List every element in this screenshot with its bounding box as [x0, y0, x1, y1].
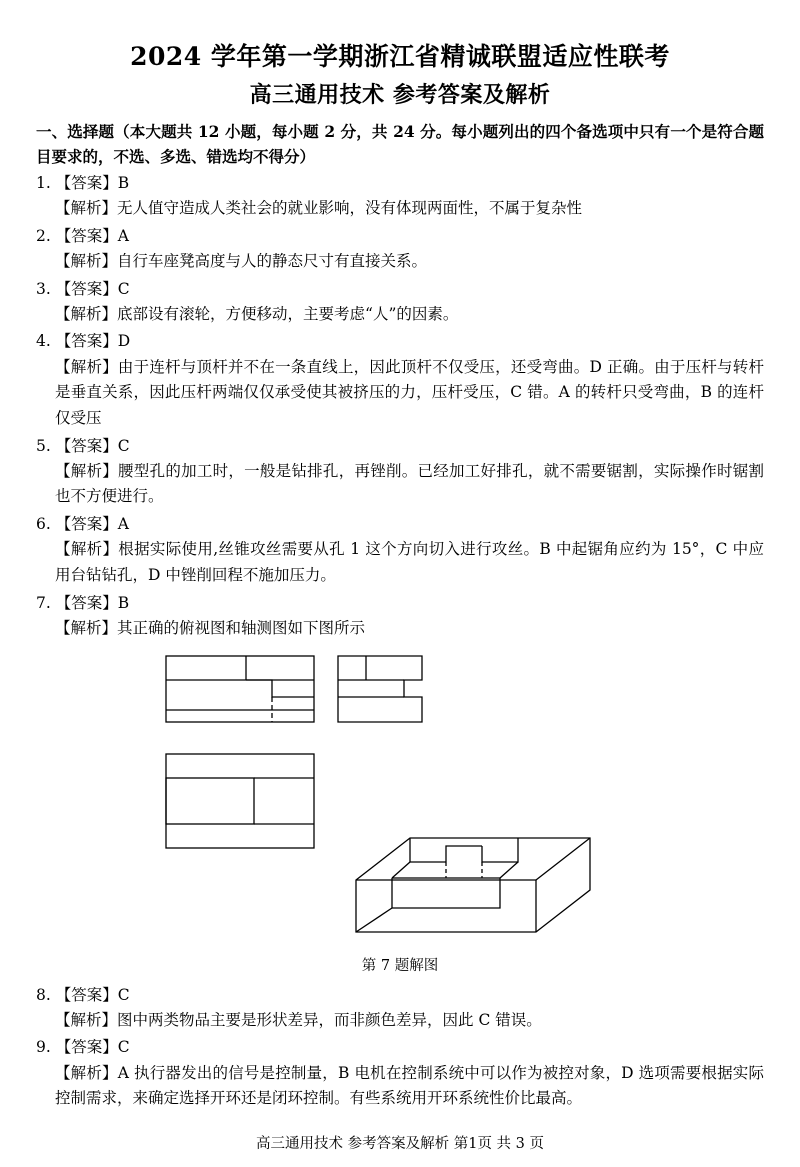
- explanation-text: 图中两类物品主要是形状差异，而非颜色差异，因此 C 错误。: [117, 1010, 542, 1029]
- explanation-row: [36, 537, 764, 588]
- section-heading: 一、选择题（本大题共 12 小题，每小题 2 分，共 24 分。每小题列出的四个备选项中只有一个是符合题目要求的，不选、多选、错选均不得分）: [36, 121, 764, 166]
- question-number: 5.: [36, 436, 51, 455]
- explanation-text: 由于连杆与顶杆并不在一条直线上，因此顶杆不仅受压，还受弯曲。D 正确。由于压杆与转杆是垂直关系，因此压杆两端仅仅承受使其被挤压的力，压杆受压，C 错。A 的转杆只受弯曲，B 的连杆仅受压: [55, 357, 764, 427]
- question-number: 1.: [36, 173, 51, 192]
- answer-row: [36, 983, 764, 1008]
- explanation-row: [36, 459, 764, 510]
- explanation-text: 底部设有滚轮，方便移动，主要考虑“人”的因素。: [117, 304, 459, 323]
- explain-label: 【解析】: [55, 199, 118, 218]
- figure-caption: 第 7 题解图: [361, 957, 439, 974]
- explain-label: 【解析】: [55, 251, 118, 270]
- answer-value: A: [117, 226, 129, 245]
- answer-label: 【答案】: [55, 593, 118, 612]
- answer-value: D: [117, 332, 131, 351]
- question-number: 3.: [36, 279, 51, 298]
- explanation-row: [36, 302, 764, 328]
- answer-value: C: [117, 279, 130, 298]
- explanation-row: [36, 1061, 764, 1112]
- question-number: 2.: [36, 226, 51, 245]
- answer-row: [36, 1035, 764, 1060]
- question-number: 4.: [36, 332, 51, 351]
- question-number: 9.: [36, 1038, 51, 1057]
- explanation-text: 腰型孔的加工时，一般是钻排孔，再锉削。已经加工好排孔，就不需要锯割，实际操作时锯割也不方便进行。: [55, 461, 764, 506]
- explain-label: 【解析】: [55, 540, 119, 559]
- answer-label: 【答案】: [55, 279, 118, 298]
- page-title: 2024 学年第一学期浙江省精诚联盟适应性联考: [130, 42, 670, 71]
- answer-label: 【答案】: [55, 173, 118, 192]
- answer-value: B: [117, 593, 130, 612]
- answer-label: 【答案】: [55, 226, 118, 245]
- question-number: 8.: [36, 985, 51, 1004]
- answer-value: A: [117, 515, 129, 534]
- explain-label: 【解析】: [55, 357, 118, 376]
- question-7-figure: [36, 650, 764, 981]
- explanation-text: A 执行器发出的信号是控制量，B 电机在控制系统中可以作为被控对象，D 选项需要根据实际控制需求，来确定选择开环还是闭环控制。有些系统用开环系统性价比最高。: [55, 1063, 764, 1108]
- explain-label: 【解析】: [55, 304, 118, 323]
- answer-value: C: [117, 985, 130, 1004]
- answer-label: 【答案】: [55, 515, 118, 534]
- explanation-row: [36, 196, 764, 222]
- explanation-row: [36, 249, 764, 275]
- explanation-row: [36, 616, 764, 642]
- explain-label: 【解析】: [55, 461, 119, 480]
- explanation-row: [36, 1008, 764, 1034]
- page-footer: 高三通用技术 参考答案及解析 第1页 共 3 页: [256, 1136, 544, 1152]
- answer-row: [36, 434, 764, 459]
- answer-row: [36, 329, 764, 354]
- answer-value: C: [117, 436, 130, 455]
- answer-row: [36, 591, 764, 616]
- answer-label: 【答案】: [55, 436, 118, 455]
- answer-row: [36, 171, 764, 196]
- answer-row: [36, 224, 764, 249]
- answer-value: B: [117, 173, 130, 192]
- answer-row: [36, 512, 764, 537]
- explanation-text: 无人值守造成人类社会的就业影响，没有体现两面性，不属于复杂性: [117, 199, 583, 218]
- explanation-text: 自行车座凳高度与人的静态尺寸有直接关系。: [117, 251, 428, 270]
- explanation-row: [36, 355, 764, 432]
- technical-drawing-svg: [160, 650, 640, 950]
- explanation-text: 根据实际使用,丝锥攻丝需要从孔 1 这个方向切入进行攻丝。B 中起锯角应约为 15°，C 中应用台钻钻孔，D 中锉削回程不施加压力。: [55, 540, 764, 585]
- answer-label: 【答案】: [55, 985, 118, 1004]
- explain-label: 【解析】: [55, 618, 118, 637]
- question-number: 7.: [36, 593, 51, 612]
- answer-row: [36, 277, 764, 302]
- page-subtitle: 高三通用技术 参考答案及解析: [249, 81, 551, 108]
- explain-label: 【解析】: [55, 1063, 118, 1082]
- answer-label: 【答案】: [55, 1038, 118, 1057]
- answer-label: 【答案】: [55, 332, 118, 351]
- answer-value: C: [117, 1038, 130, 1057]
- explain-label: 【解析】: [55, 1010, 118, 1029]
- explanation-text: 其正确的俯视图和轴测图如下图所示: [117, 618, 366, 637]
- question-number: 6.: [36, 515, 51, 534]
